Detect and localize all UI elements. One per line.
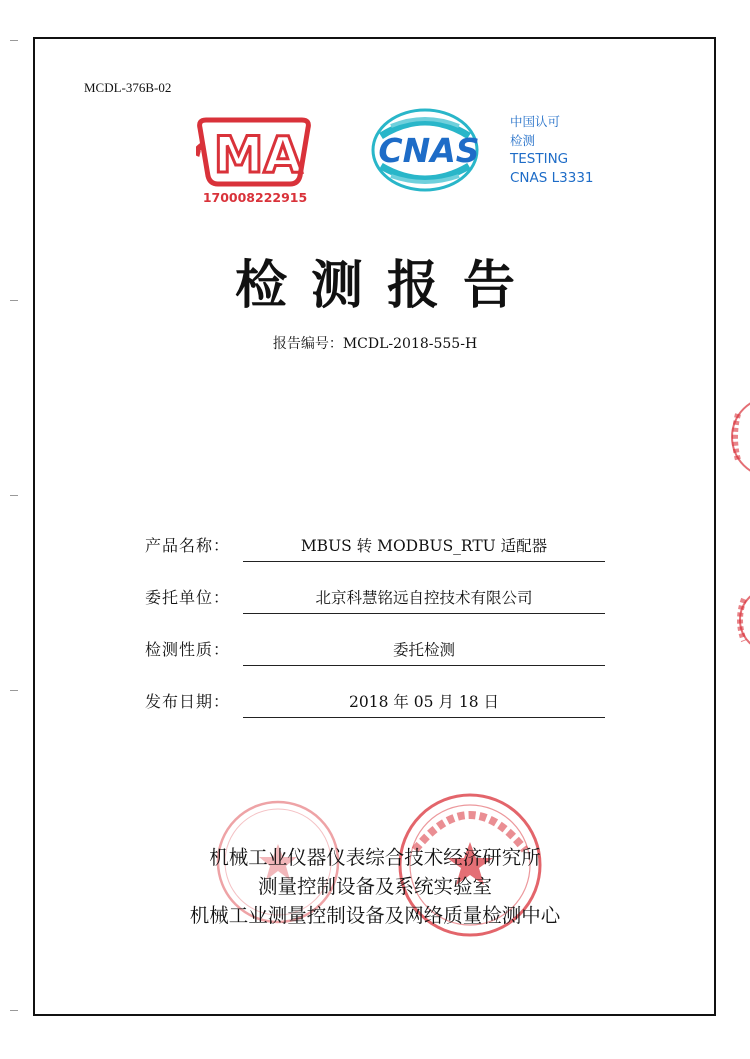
field-value: MBUS 转 MODBUS_RTU 适配器 <box>300 537 548 555</box>
document-title: 检测报告 <box>234 256 539 316</box>
red-seal-edge-icon <box>724 392 750 482</box>
organization-name: 机械工业测量控制设备及网络质量检测中心 <box>189 904 561 927</box>
cnas-letters: CNAS <box>378 131 480 170</box>
underline <box>243 613 605 615</box>
scan-mark <box>10 495 18 496</box>
field-label: 检测性质： <box>145 640 231 659</box>
organization-name: 机械工业仪器仪表综合技术经济研究所 <box>209 846 541 869</box>
field-product-name <box>145 532 605 562</box>
cnas-line: 中国认可 <box>510 114 561 129</box>
underline <box>243 561 605 563</box>
field-test-type <box>145 636 605 666</box>
report-number: 报告编号：MCDL-2018-555-H <box>272 336 478 352</box>
red-seal-edge-icon <box>724 585 750 655</box>
form-code: MCDL-376B-02 <box>84 80 172 95</box>
cma-letters: MA <box>213 126 303 184</box>
cnas-line: CNAS L3331 <box>510 170 594 186</box>
field-label: 委托单位： <box>145 588 231 607</box>
field-label: 发布日期： <box>145 692 231 711</box>
field-value: 委托检测 <box>392 641 455 659</box>
cnas-logo <box>367 108 495 192</box>
field-client <box>145 584 605 614</box>
cnas-accreditation-text <box>510 112 594 188</box>
scan-mark <box>10 300 18 301</box>
cnas-line: TESTING <box>510 151 569 167</box>
scan-mark <box>10 1010 18 1011</box>
field-value: 北京科慧铭远自控技术有限公司 <box>315 589 533 607</box>
cma-number: 170008222915 <box>202 190 308 205</box>
field-value: 2018 年 05 月 18 日 <box>348 693 500 711</box>
underline <box>243 717 605 719</box>
underline <box>243 665 605 667</box>
cma-logo <box>196 114 314 206</box>
organization-name: 测量控制设备及系统实验室 <box>257 875 492 898</box>
field-issue-date <box>145 688 605 718</box>
scan-mark <box>10 40 18 41</box>
field-label: 产品名称： <box>145 536 231 555</box>
scan-mark <box>10 690 18 691</box>
cnas-line: 检测 <box>510 133 536 148</box>
